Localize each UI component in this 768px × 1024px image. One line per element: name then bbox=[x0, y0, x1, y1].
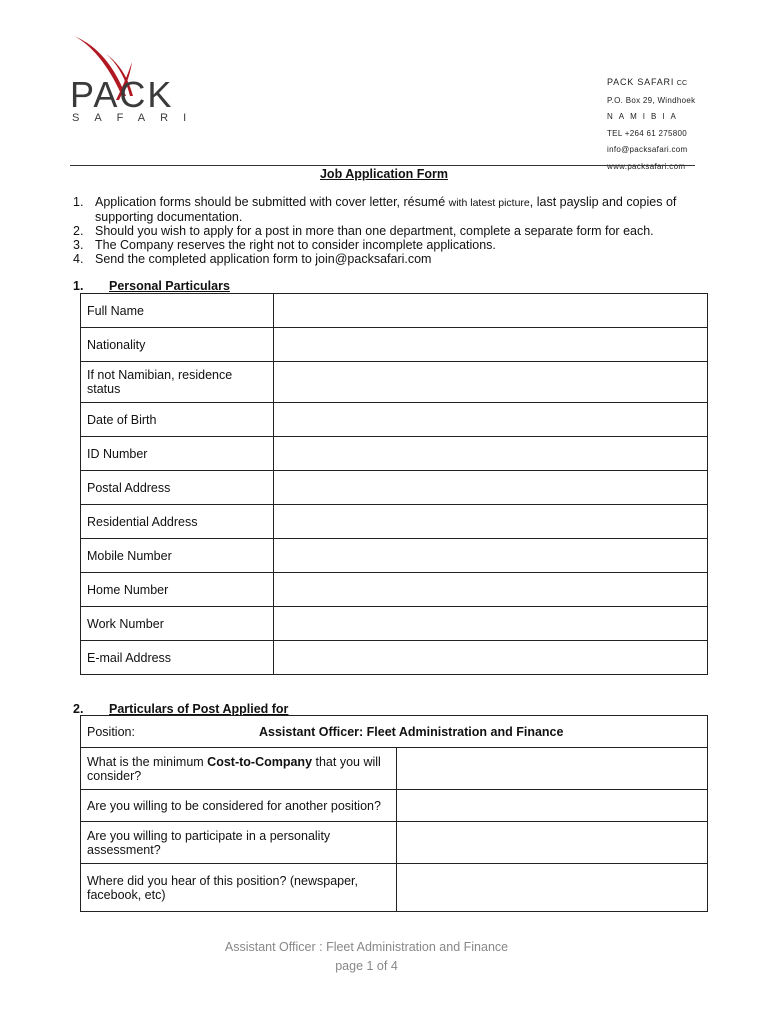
footer-title: Assistant Officer : Fleet Administration and Finance bbox=[224, 940, 509, 954]
question-label: Are you willing to be considered for another position? bbox=[81, 790, 397, 822]
header-divider bbox=[70, 165, 695, 166]
field-label: Mobile Number bbox=[81, 539, 274, 573]
field-label: ID Number bbox=[81, 437, 274, 471]
position-row bbox=[81, 716, 708, 748]
page-footer bbox=[0, 938, 733, 976]
instructions-list bbox=[73, 195, 703, 266]
nationality-field[interactable] bbox=[274, 328, 708, 362]
date-of-birth-field[interactable] bbox=[274, 403, 708, 437]
section-heading-post: 2. Particulars of Post Applied for bbox=[73, 702, 289, 716]
residential-address-field[interactable] bbox=[274, 505, 708, 539]
personality-assessment-field[interactable] bbox=[397, 822, 708, 864]
other-position-field[interactable] bbox=[397, 790, 708, 822]
company-website: www.packsafari.com bbox=[607, 161, 686, 171]
field-label: Postal Address bbox=[81, 471, 274, 505]
post-particulars-table bbox=[80, 715, 708, 912]
field-label: Full Name bbox=[81, 294, 274, 328]
table-row bbox=[81, 748, 708, 790]
company-po-box: P.O. Box 29, Windhoek bbox=[607, 95, 696, 105]
instruction-item: 1. Application forms should be submitted with cover letter, résumé with latest picture, last payslip and copies of supporting documentation. bbox=[73, 195, 677, 224]
table-row bbox=[81, 362, 708, 403]
question-label: What is the minimum Cost-to-Company that you will consider? bbox=[81, 748, 397, 790]
instruction-item: 2. Should you wish to apply for a post in more than one department, complete a separate form for each. bbox=[73, 224, 654, 238]
table-row bbox=[81, 403, 708, 437]
field-label: Home Number bbox=[81, 573, 274, 607]
page-number: page 1 of 4 bbox=[335, 959, 398, 973]
question-label: Where did you hear of this position? (newspaper, facebook, etc) bbox=[81, 864, 397, 912]
question-label: Are you willing to participate in a personality assessment? bbox=[81, 822, 397, 864]
email-address-field[interactable] bbox=[274, 641, 708, 675]
company-country: NAMIBIA bbox=[607, 112, 682, 121]
residence-status-field[interactable] bbox=[274, 362, 708, 403]
id-number-field[interactable] bbox=[274, 437, 708, 471]
field-label: E-mail Address bbox=[81, 641, 274, 675]
table-row bbox=[81, 607, 708, 641]
instruction-item: 4. Send the completed application form to join@packsafari.com bbox=[73, 252, 432, 266]
logo-subtitle: SAFARI bbox=[72, 112, 202, 124]
table-row bbox=[81, 864, 708, 912]
section-heading-personal: 1. Personal Particulars bbox=[73, 279, 230, 293]
logo-wordmark: PACK bbox=[70, 74, 174, 115]
company-email: info@packsafari.com bbox=[607, 145, 688, 154]
table-row bbox=[81, 539, 708, 573]
table-row bbox=[81, 505, 708, 539]
table-row bbox=[81, 294, 708, 328]
company-suffix: CC bbox=[676, 80, 688, 87]
table-row bbox=[81, 573, 708, 607]
company-telephone: TEL +264 61 275800 bbox=[607, 128, 688, 138]
company-logo bbox=[70, 34, 200, 124]
cost-to-company-field[interactable] bbox=[397, 748, 708, 790]
field-label: Work Number bbox=[81, 607, 274, 641]
home-number-field[interactable] bbox=[274, 573, 708, 607]
table-row bbox=[81, 716, 708, 748]
table-row bbox=[81, 822, 708, 864]
work-number-field[interactable] bbox=[274, 607, 708, 641]
position-value: Assistant Officer: Fleet Administration and Finance bbox=[259, 724, 564, 739]
personal-particulars-table bbox=[80, 293, 708, 675]
table-row bbox=[81, 790, 708, 822]
company-address-block bbox=[607, 74, 695, 175]
field-label: If not Namibian, residence status bbox=[81, 362, 274, 403]
field-label: Date of Birth bbox=[81, 403, 274, 437]
field-label: Residential Address bbox=[81, 505, 274, 539]
mobile-number-field[interactable] bbox=[274, 539, 708, 573]
position-source-field[interactable] bbox=[397, 864, 708, 912]
table-row bbox=[81, 471, 708, 505]
table-row bbox=[81, 641, 708, 675]
table-row bbox=[81, 328, 708, 362]
full-name-field[interactable] bbox=[274, 294, 708, 328]
field-label: Nationality bbox=[81, 328, 274, 362]
postal-address-field[interactable] bbox=[274, 471, 708, 505]
company-name: PACK SAFARI bbox=[607, 77, 675, 87]
instruction-item: 3. The Company reserves the right not to consider incomplete applications. bbox=[73, 238, 496, 252]
form-title: Job Application Form bbox=[319, 167, 448, 181]
table-row bbox=[81, 437, 708, 471]
position-label: Position: bbox=[87, 724, 135, 739]
